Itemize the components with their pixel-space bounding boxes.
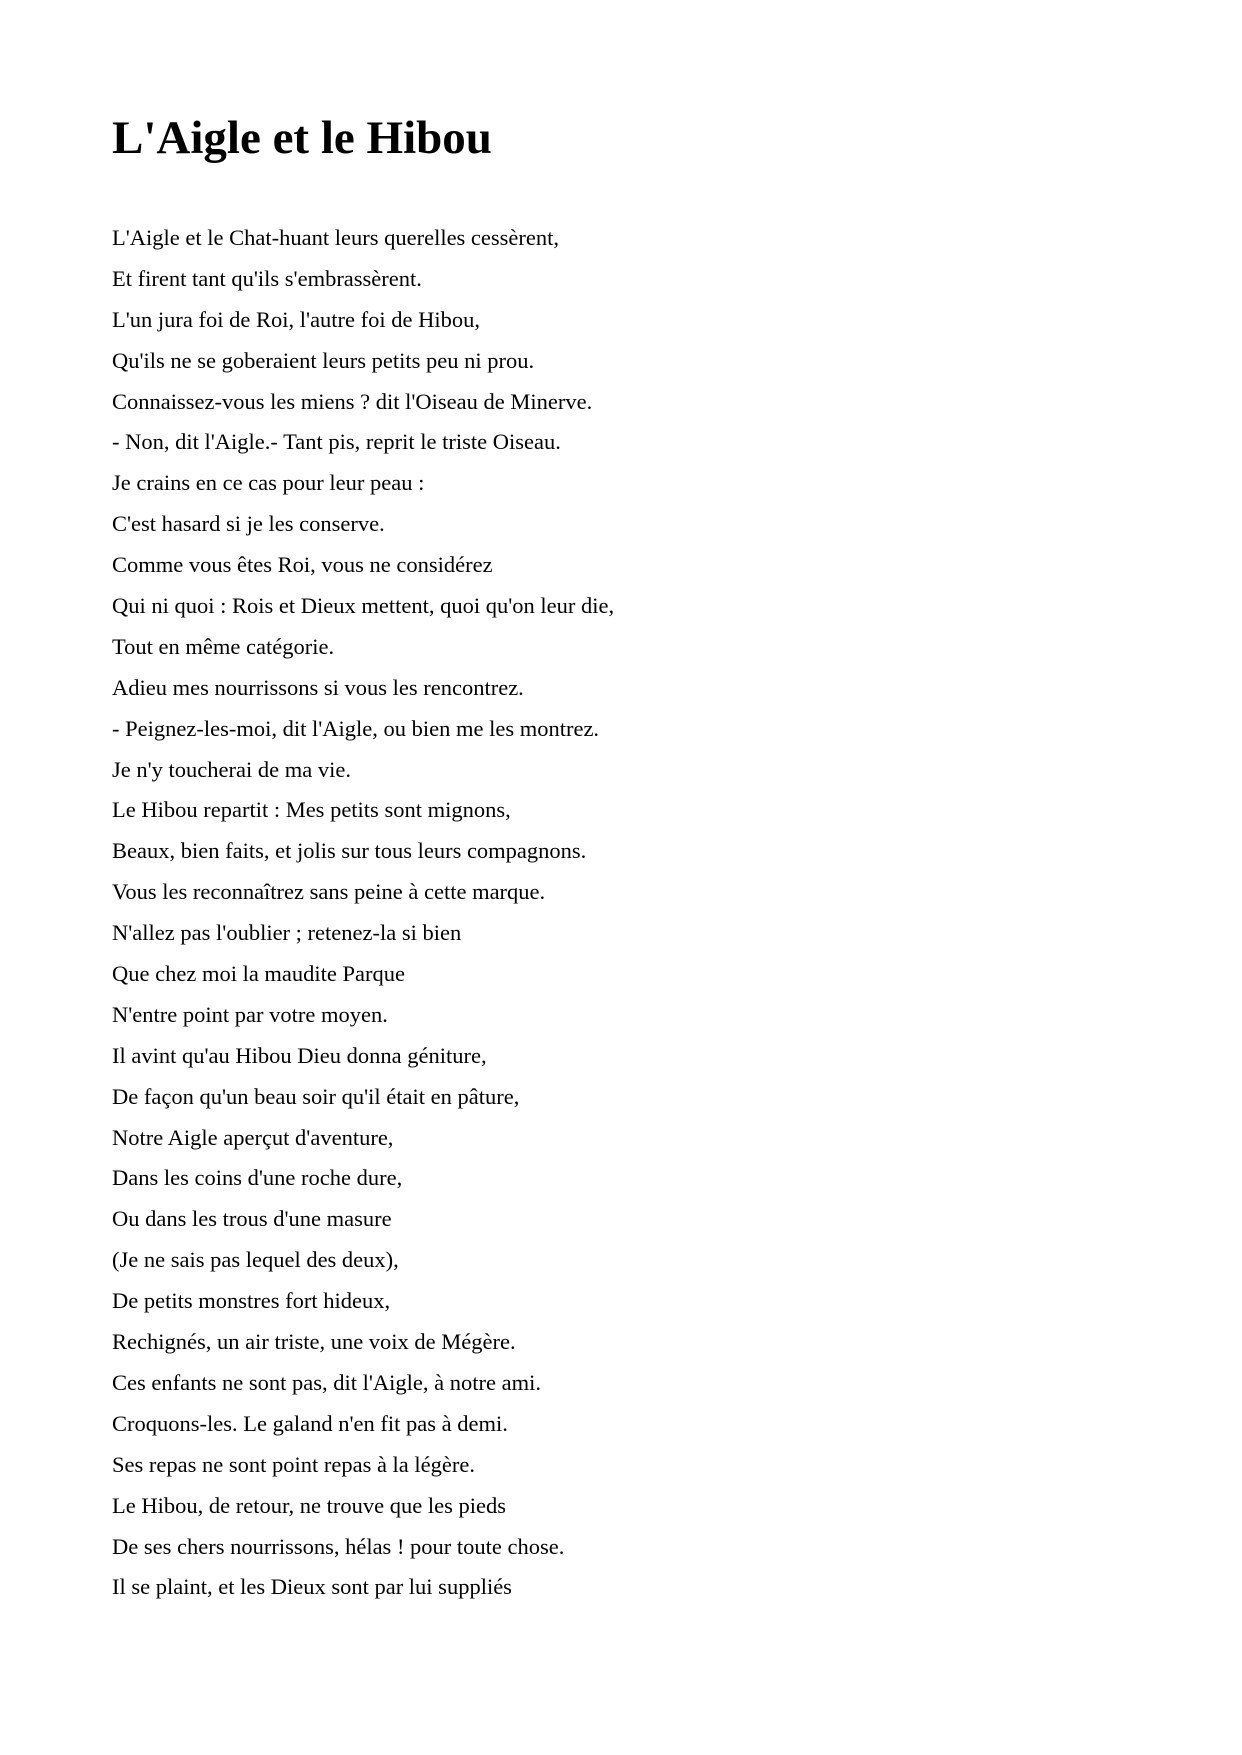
poem-line: Croquons-les. Le galand n'en fit pas à demi. [112, 1410, 508, 1436]
poem-line: Je crains en ce cas pour leur peau : [112, 470, 425, 496]
poem-line: Rechignés, un air triste, une voix de Mégère. [112, 1329, 516, 1355]
poem-line: C'est hasard si je les conserve. [112, 511, 385, 537]
poem-line: Ces enfants ne sont pas, dit l'Aigle, à notre ami. [112, 1369, 541, 1395]
poem-line: Le Hibou, de retour, ne trouve que les pieds [112, 1492, 506, 1518]
poem-line: (Je ne sais pas lequel des deux), [112, 1247, 399, 1273]
poem-line: - Peignez-les-moi, dit l'Aigle, ou bien me les montrez. [112, 715, 600, 741]
poem-line: - Non, dit l'Aigle.- Tant pis, reprit le triste Oiseau. [112, 429, 561, 455]
poem-line: Beaux, bien faits, et jolis sur tous leurs compagnons. [112, 838, 587, 864]
poem-line: Ou dans les trous d'une masure [112, 1206, 392, 1232]
poem-line: Tout en même catégorie. [112, 633, 335, 659]
page-title: L'Aigle et le Hibou [112, 112, 492, 164]
poem-line: N'allez pas l'oublier ; retenez-la si bien [112, 920, 462, 946]
poem-line: Et firent tant qu'ils s'embrassèrent. [112, 265, 422, 291]
poem-line: Il avint qu'au Hibou Dieu donna géniture, [112, 1042, 487, 1068]
poem-line: Adieu mes nourrissons si vous les rencontrez. [112, 674, 524, 700]
poem-line: Il se plaint, et les Dieux sont par lui suppliés [112, 1574, 512, 1600]
poem-line: Comme vous êtes Roi, vous ne considérez [112, 552, 493, 578]
poem-line: Qu'ils ne se goberaient leurs petits peu ni prou. [112, 347, 535, 373]
poem-line: De façon qu'un beau soir qu'il était en pâture, [112, 1083, 520, 1109]
poem-line: Que chez moi la maudite Parque [112, 961, 406, 987]
poem-line: Notre Aigle aperçut d'aventure, [112, 1124, 394, 1150]
poem-line: Connaissez-vous les miens ? dit l'Oiseau de Minerve. [112, 388, 593, 414]
poem-line: Qui ni quoi : Rois et Dieux mettent, quoi qu'on leur die, [112, 593, 615, 619]
poem-line: Ses repas ne sont point repas à la légère. [112, 1451, 475, 1477]
poem-line: N'entre point par votre moyen. [112, 1001, 388, 1027]
poem-line: Le Hibou repartit : Mes petits sont mignons, [112, 797, 511, 823]
poem-line: Je n'y toucherai de ma vie. [112, 756, 351, 782]
poem-line: De petits monstres fort hideux, [112, 1288, 391, 1314]
poem-line: Vous les reconnaîtrez sans peine à cette marque. [112, 879, 546, 905]
poem-line: L'Aigle et le Chat-huant leurs querelles cessèrent, [112, 225, 560, 250]
poem-line: Dans les coins d'une roche dure, [112, 1165, 403, 1191]
poem-line: L'un jura foi de Roi, l'autre foi de Hibou, [112, 306, 481, 332]
poem-line: De ses chers nourrissons, hélas ! pour toute chose. [112, 1533, 565, 1559]
poem-body [112, 218, 614, 1608]
